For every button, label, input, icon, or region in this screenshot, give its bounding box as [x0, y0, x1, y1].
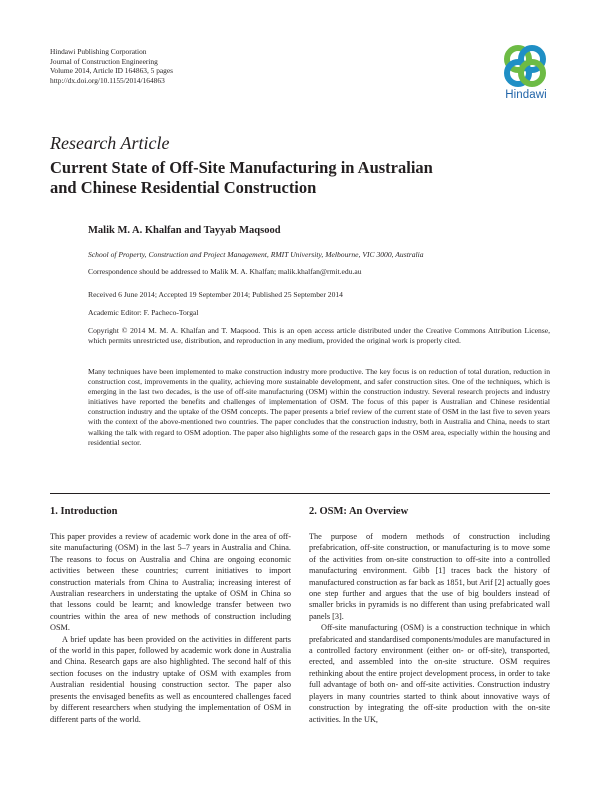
- overview-paragraph-2: Off-site manufacturing (OSM) is a construction technique in which prefabricated and standardised components/modules are manufactured in a controlled factory environment (either on- or off-site), transported, erected, and assembled into the on-site structure. OSM requires rethinking about the entire project development process, in order to take full advantage of both on- and off-site activities. Construction industry players in many countries started to think about innovative ways of construction by integrating the off-site production with the on-site activities. In the UK,: [309, 623, 550, 724]
- volume-info: Volume 2014, Article ID 164863, 5 pages: [50, 66, 174, 76]
- authors: Malik M. A. Khalfan and Tayyab Maqsood: [88, 225, 281, 236]
- journal-header: [50, 47, 173, 85]
- introduction-paragraph-2: A brief update has been provided on the activities in different parts of the world in this paper, followed by academic work done in Australia and China. Research gaps are also highlighted. The second half of this section focuses on the industry uptake of OSM with examples from Australian residential housing construction sector. The paper also presents the envisaged benefits as well as encountered challenges faced by different researchers when studying the implementation of OSM in different parts of the world.: [50, 634, 291, 724]
- overview-column: [309, 506, 550, 725]
- abstract: Many techniques have been implemented to make construction industry more productive. The key focus is on reduction of total duration, reduction in construction cost, improvements in the quality, achieving more sustainable development, and safer construction sites. One of the techniques, which is emerging in the last two decades, is the use of off-site manufacturing (OSM) within the construction industry. Several research projects and industry initiatives have reported the benefits and challenges of implementation of OSM. The focus of this paper is Australian and Chinese residential construction industry and the uptake of the OSM concepts. The paper presents a brief review of the current state of OSM in the last five to seven years with the context of the above-mentioned two countries. The paper concludes that the construction industry, both in Australia and China, needs to start walking the talk with regard to OSM adoption. The paper also highlights some of the research gaps in the OSM area, especially within the housing and residential sector.: [88, 367, 550, 447]
- hindawi-logo: [497, 43, 555, 103]
- introduction-heading: 1. Introduction: [50, 506, 118, 517]
- article-type: Research Article: [50, 133, 170, 153]
- academic-editor: Academic Editor: F. Pacheco-Torgal: [88, 308, 199, 317]
- hindawi-wordmark: Hindawi: [505, 89, 547, 101]
- correspondence: Correspondence should be addressed to Malik M. A. Khalfan; malik.khalfan@rmit.edu.au: [88, 267, 362, 276]
- section-divider: [50, 493, 550, 494]
- introduction-column: [50, 506, 291, 725]
- publisher-name: Hindawi Publishing Corporation: [50, 47, 147, 56]
- doi-link[interactable]: http://dx.doi.org/10.1155/2014/164863: [50, 75, 165, 85]
- publication-dates: Received 6 June 2014; Accepted 19 September 2014; Published 25 September 2014: [88, 290, 343, 299]
- affiliation: School of Property, Construction and Project Management, RMIT University, Melbourne, VIC 3000, Australia: [88, 250, 424, 259]
- article-title: [50, 158, 550, 198]
- introduction-paragraph-1: This paper provides a review of academic work done in the area of off-site manufacturing (OSM) in the last 5–7 years in Australia and China. The reasons to focus on Australia and China are ongoing economic activities between these countries; current initiatives to import construction materials from China to Australia; increasing interest of Australian researchers in understating the uptake of OSM in China so that lessons could be learnt; and knowledge transfer between two countries within the area of new methods of construction including OSM.: [50, 532, 291, 633]
- copyright-notice: Copyright © 2014 M. M. A. Khalfan and T. Maqsood. This is an open access article distributed under the Creative Commons Attribution License, which permits unrestricted use, distribution, and reproduction in any medium, provided the original work is properly cited.: [88, 326, 550, 345]
- overview-heading: 2. OSM: An Overview: [309, 506, 409, 517]
- overview-paragraph-1: The purpose of modern methods of construction including prefabrication, off-site construction, or manufacturing is to move some of the activities from on-site construction to off-site into a controlled manufacturing environment. Gibb [1] traces back the history of manufactured construction as far back as 1851, but Arif [2] actually goes one step further and argues that the use of big boulders instead of smaller bricks in pyramids is no different than using prefabricated wall panels [3].: [309, 532, 550, 621]
- journal-name: Journal of Construction Engineering: [50, 56, 158, 66]
- title-line-2: and Chinese Residential Construction: [50, 178, 317, 197]
- title-line-1: Current State of Off-Site Manufacturing in Australian: [50, 158, 433, 177]
- hindawi-rings-icon: [502, 43, 548, 87]
